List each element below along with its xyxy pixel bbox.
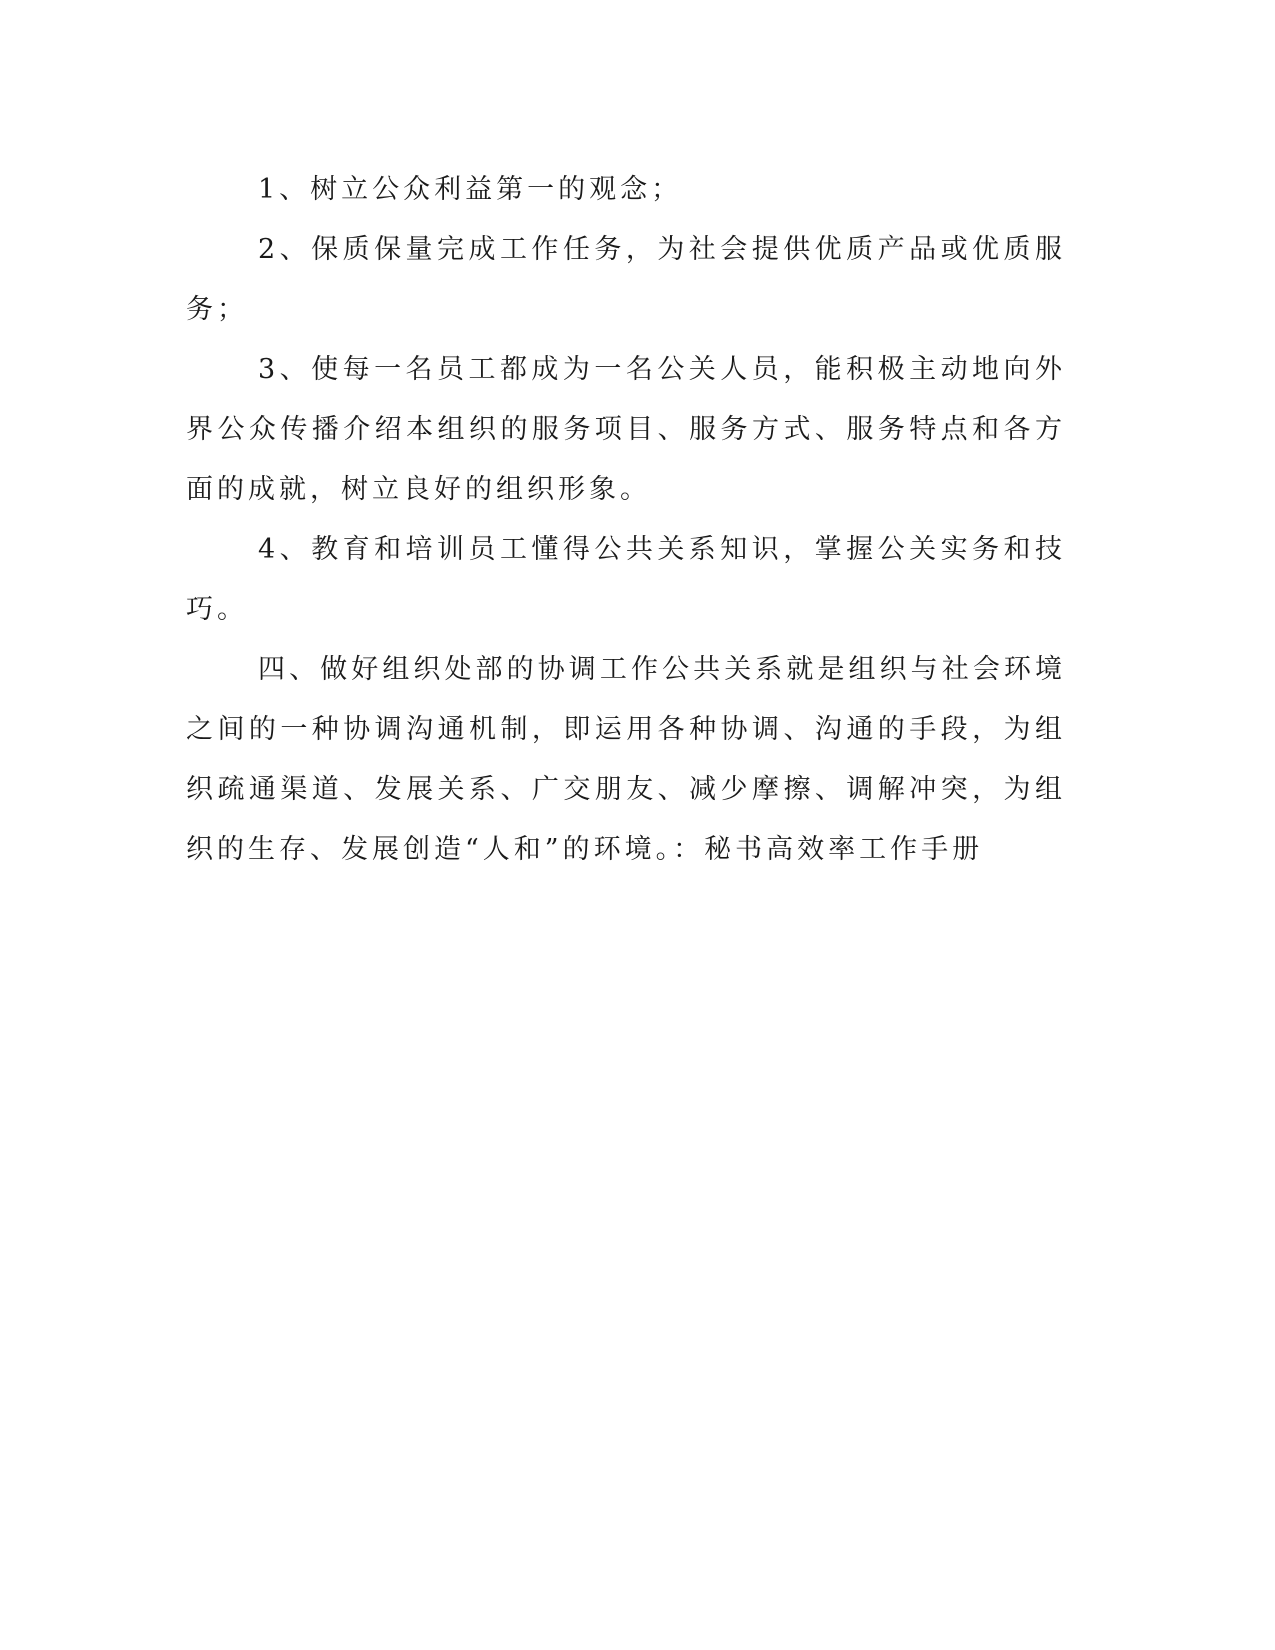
paragraph-item-4: 4、教育和培训员工懂得公共关系知识，掌握公关实务和技巧。 [186, 534, 1066, 625]
paragraph-item-1: 1、树立公众利益第一的观念； [258, 174, 683, 205]
paragraph-item-3: 3、使每一名员工都成为一名公关人员，能积极主动地向外界公众传播介绍本组织的服务项目、服务方式、服务特点和各方面的成就，树立良好的组织形象。 [186, 354, 1066, 505]
paragraph-section-4: 四、做好组织处部的协调工作公共关系就是组织与社会环境之间的一种协调沟通机制，即运用各种协调、沟通的手段，为组织疏通渠道、发展关系、广交朋友、减少摩擦、调解冲突，为组织的生存、发展创造“人和”的环境。：秘书高效率工作手册 [186, 654, 1066, 865]
document-body [186, 160, 1066, 880]
paragraph-item-2: 2、保质保量完成工作任务，为社会提供优质产品或优质服务； [186, 234, 1066, 325]
